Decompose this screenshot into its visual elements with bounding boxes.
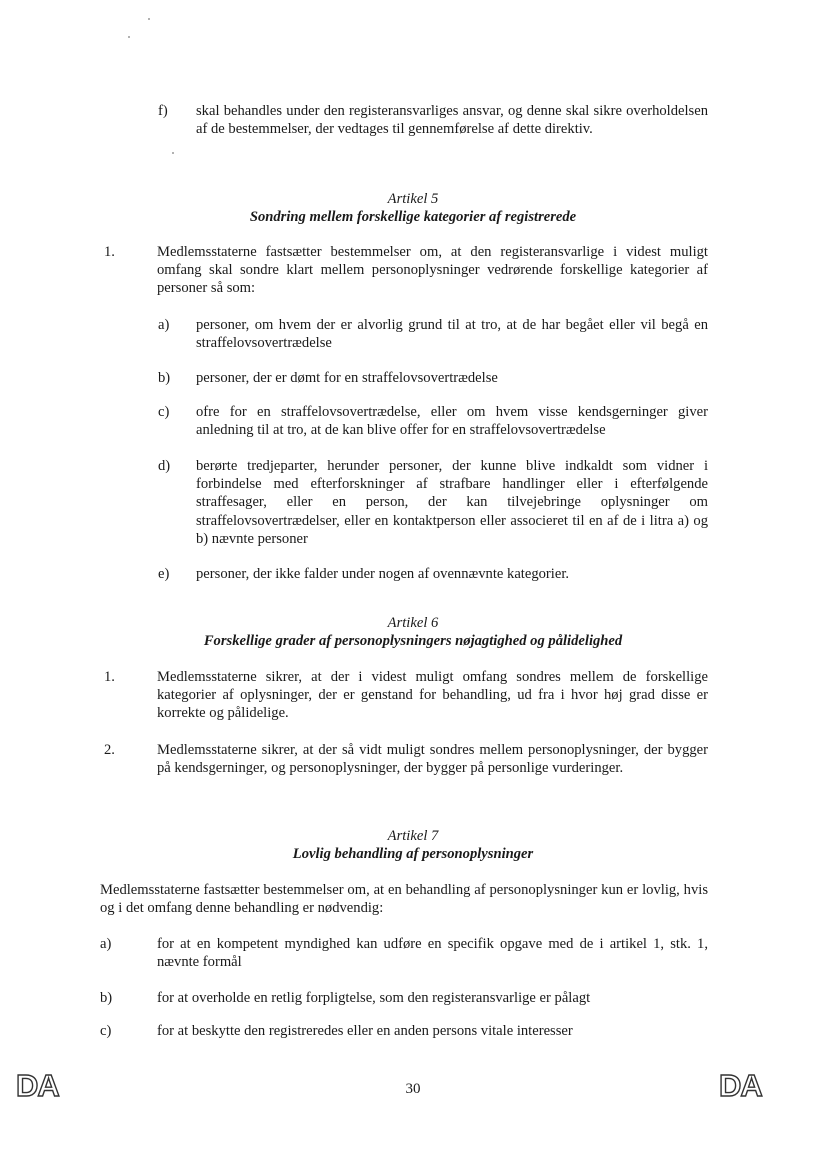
item-label: f): [158, 103, 168, 119]
item-text: personer, der ikke falder under nogen af ovennævnte kategorier.: [196, 566, 570, 582]
paragraph-text: Medlemsstaterne sikrer, at der så vidt muligt sondres mellem personoplysninger, der bygger på kendsgerninger, og personoplysninger, der bygger på personlige vurderinger.: [157, 742, 708, 777]
article-6-heading: [0, 614, 826, 650]
item-text: for at overholde en retlig forpligtelse, som den registeransvarlige er pålagt: [157, 990, 591, 1006]
item-text: personer, om hvem der er alvorlig grund til at tro, at de har begået eller vil begå en straffelovsovertrædelse: [196, 317, 708, 352]
item-text: skal behandles under den registeransvarliges ansvar, og denne skal sikre overholdelsen af de bestemmelser, der vedtages til gennemførelse af dette direktiv.: [196, 103, 708, 138]
article-title: Forskellige grader af personoplysningers nøjagtighed og pålidelighed: [203, 633, 623, 650]
scan-speck: [148, 18, 150, 20]
article-5-heading: [0, 190, 826, 226]
scan-speck: [172, 152, 174, 154]
article-title: Sondring mellem forskellige kategorier af registrerede: [249, 209, 577, 226]
article-title: Lovlig behandling af personoplysninger: [292, 846, 534, 863]
item-text: ofre for en straffelovsovertrædelse, eller om hvem visse kendsgerninger giver anledning til at tro, at de kan blive offer for en straffelovsovertrædelse: [196, 404, 708, 439]
item-text: berørte tredjeparter, herunder personer, der kunne blive indkaldt som vidner i forbindelse med efterforskninger af strafbare handlinger eller i efterfølgende straffesager, eller en person, der kan tilvejebringe oplysninger om straffelovsovertrædelser, eller en kontaktperson eller associeret til en af de i litra a) og b) nævnte personer: [196, 458, 708, 547]
item-label: b): [158, 370, 171, 386]
item-label: a): [100, 936, 112, 952]
item-label: c): [100, 1023, 112, 1039]
paragraph-text: Medlemsstaterne fastsætter bestemmelser om, at en behandling af personoplysninger kun er lovlig, hvis og i det omfang denne behandling er nødvendig:: [100, 882, 708, 917]
paragraph-text: Medlemsstaterne sikrer, at der i videst muligt omfang sondres mellem de forskellige kategorier af oplysninger, der er genstand for behandling, ud fra i hvor høj grad disse er korrekte og pålidelige.: [157, 669, 708, 722]
language-code-right: DA: [719, 1068, 762, 1103]
article-number: Artikel 6: [387, 615, 439, 631]
item-text: personer, der er dømt for en straffelovsovertrædelse: [196, 370, 498, 386]
paragraph-number: 2.: [104, 742, 115, 758]
article-number: Artikel 5: [387, 191, 439, 207]
item-label: d): [158, 458, 171, 474]
page-number: 30: [405, 1081, 421, 1097]
item-text: for at beskytte den registreredes eller en anden persons vitale interesser: [157, 1023, 573, 1039]
item-label: a): [158, 317, 170, 333]
article-number: Artikel 7: [387, 828, 439, 844]
paragraph-text: Medlemsstaterne fastsætter bestemmelser om, at den registeransvarlige i videst muligt omfang skal sondre klart mellem personoplysninger vedrørende forskellige kategorier af personer så som:: [157, 244, 708, 297]
item-label: c): [158, 404, 170, 420]
item-text: for at en kompetent myndighed kan udføre en specifik opgave med de i artikel 1, stk. 1, nævnte formål: [157, 936, 708, 971]
item-label: e): [158, 566, 170, 582]
paragraph-number: 1.: [104, 669, 115, 685]
scan-speck: [128, 36, 130, 38]
language-code-left: DA: [16, 1068, 59, 1103]
paragraph-number: 1.: [104, 244, 115, 260]
item-label: b): [100, 990, 113, 1006]
article-7-heading: [0, 827, 826, 863]
